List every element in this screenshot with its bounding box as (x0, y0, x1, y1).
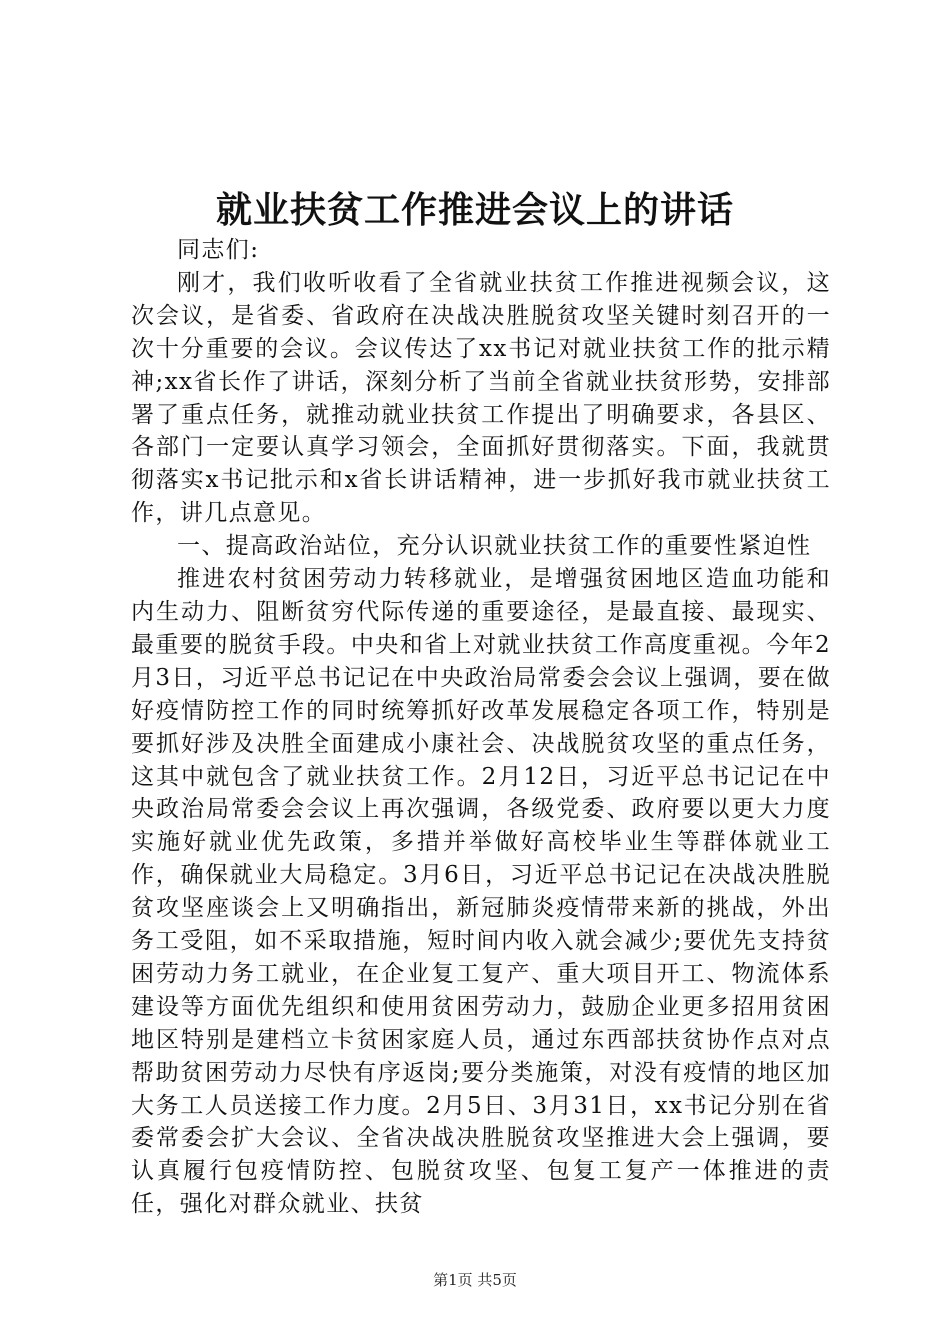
section-heading: 一、提高政治站位，充分认识就业扶贫工作的重要性紧迫性 (177, 533, 812, 560)
body-paragraph: 推进农村贫困劳动力转移就业，是增强贫困地区造血功能和内生动力、阻断贫穷代际传递的重要途径，是最直接、最现实、最重要的脱贫手段。中央和省上对就业扶贫工作高度重视。今年2月3日，习近平总书记记在中央政治局常委会会议上强调，要在做好疫情防控工作的同时统筹抓好改革发展稳定各项工作，特别是要抓好涉及决胜全面建成小康社会、决战脱贫攻坚的重点任务，这其中就包含了就业扶贫工作。2月12日，习近平总书记记在中央政治局常委会会议上再次强调，各级党委、政府要以更大力度实施好就业优先政策，多措并举做好高校毕业生等群体就业工作，确保就业大局稳定。3月6日，习近平总书记记在决战决胜脱贫攻坚座谈会上又明确指出，新冠肺炎疫情带来新的挑战，外出务工受阻，如不采取措施，短时间内收入就会减少;要优先支持贫困劳动力务工就业，在企业复工复产、重大项目开工、物流体系建设等方面优先组织和使用贫困劳动力，鼓励企业更多招用贫困地区特别是建档立卡贫困家庭人员，通过东西部扶贫协作点对点帮助贫困劳动力尽快有序返岗;要分类施策，对没有疫情的地区加大务工人员送接工作力度。2月5日、3月31日，xx书记分别在省委常委会扩大会议、全省决战决胜脱贫攻坚推进大会上强调，要认真履行包疫情防控、包脱贫攻坚、包复工复产一体推进的责任，强化对群众就业、扶贫 (131, 566, 831, 1218)
salutation-paragraph: 同志们: (177, 237, 260, 263)
body-paragraph: 刚才，我们收听收看了全省就业扶贫工作推进视频会议，这次会议，是省委、省政府在决战决胜脱贫攻坚关键时刻召开的一次十分重要的会议。会议传达了xx书记对就业扶贫工作的批示精神;xx省长作了讲话，深刻分析了当前全省就业扶贫形势，安排部署了重点任务，就推动就业扶贫工作提出了明确要求，各县区、各部门一定要认真学习领会，全面抓好贯彻落实。下面，我就贯彻落实x书记批示和x省长讲话精神，进一步抓好我市就业扶贫工作，讲几点意见。 (131, 269, 831, 527)
document-title: 就业扶贫工作推进会议上的讲话 (215, 189, 734, 231)
document-body (131, 234, 831, 1221)
page-number: 第1页 共5页 (433, 1271, 517, 1289)
